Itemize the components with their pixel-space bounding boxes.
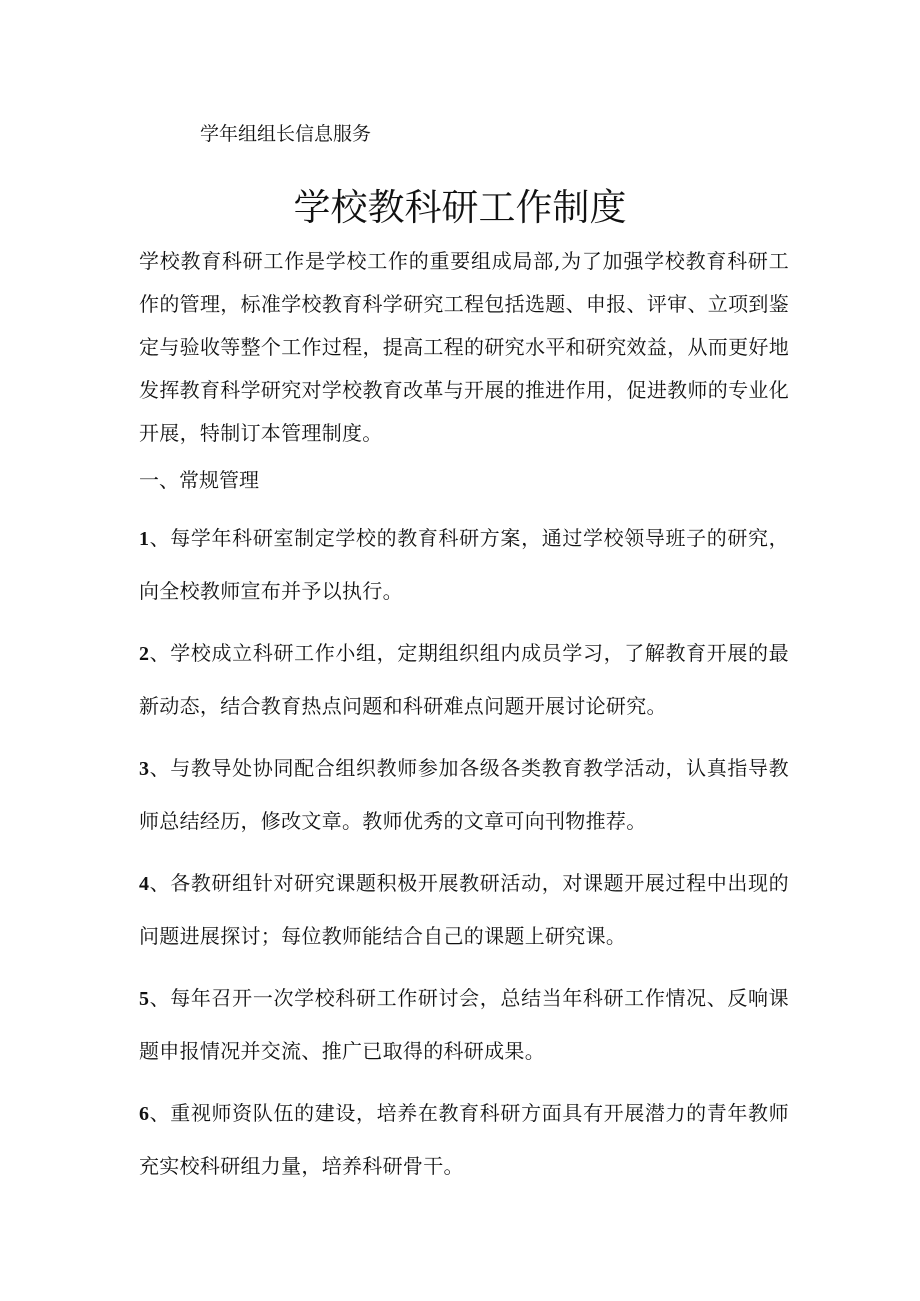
- item-number: 5: [139, 988, 150, 1010]
- item-number: 3: [139, 758, 150, 780]
- document-body: [139, 240, 789, 1202]
- list-item: [139, 1087, 789, 1192]
- item-number: 1: [139, 528, 150, 550]
- intro-paragraph: 学校教育科研工作是学校工作的重要组成局部,为了加强学校教育科研工作的管理，标准学校教育科学研究工程包括选题、申报、评审、立项到鉴定与验收等整个工作过程，提高工程的研究水平和研究效益，从而更好地发挥教育科学研究对学校教育改革与开展的推进作用，促进教师的专业化开展，特制订本管理制度。: [139, 249, 789, 445]
- document-title: 学校教科研工作制度: [293, 186, 627, 229]
- list-item: [139, 972, 789, 1077]
- item-text: 、与教导处协同配合组织教师参加各级各类教育教学活动，认真指导教师总结经历，修改文章。教师优秀的文章可向刊物推荐。: [139, 756, 789, 833]
- item-number: 2: [139, 643, 150, 665]
- item-number: 4: [139, 873, 150, 895]
- header-note: 学年组组长信息服务: [200, 123, 372, 145]
- item-text: 、重视师资队伍的建设，培养在教育科研方面具有开展潜力的青年教师充实校科研组力量，培养科研骨干。: [139, 1101, 789, 1178]
- item-text: 、学校成立科研工作小组，定期组织组内成员学习，了解教育开展的最新动态，结合教育热点问题和科研难点问题开展讨论研究。: [139, 641, 789, 718]
- list-item: [139, 857, 789, 962]
- item-text: 、各教研组针对研究课题积极开展教研活动，对课题开展过程中出现的问题进展探讨；每位教师能结合自己的课题上研究课。: [139, 871, 789, 948]
- item-text: 、每年召开一次学校科研工作研讨会，总结当年科研工作情况、反响课题申报情况并交流、推广已取得的科研成果。: [139, 986, 789, 1063]
- item-number: 6: [139, 1103, 150, 1125]
- section-heading: 一、常规管理: [139, 468, 259, 492]
- item-text: 、每学年科研室制定学校的教育科研方案，通过学校领导班子的研究，向全校教师宣布并予以执行。: [139, 526, 789, 603]
- list-item: [139, 742, 789, 847]
- list-item: [139, 627, 789, 732]
- list-item: [139, 512, 789, 617]
